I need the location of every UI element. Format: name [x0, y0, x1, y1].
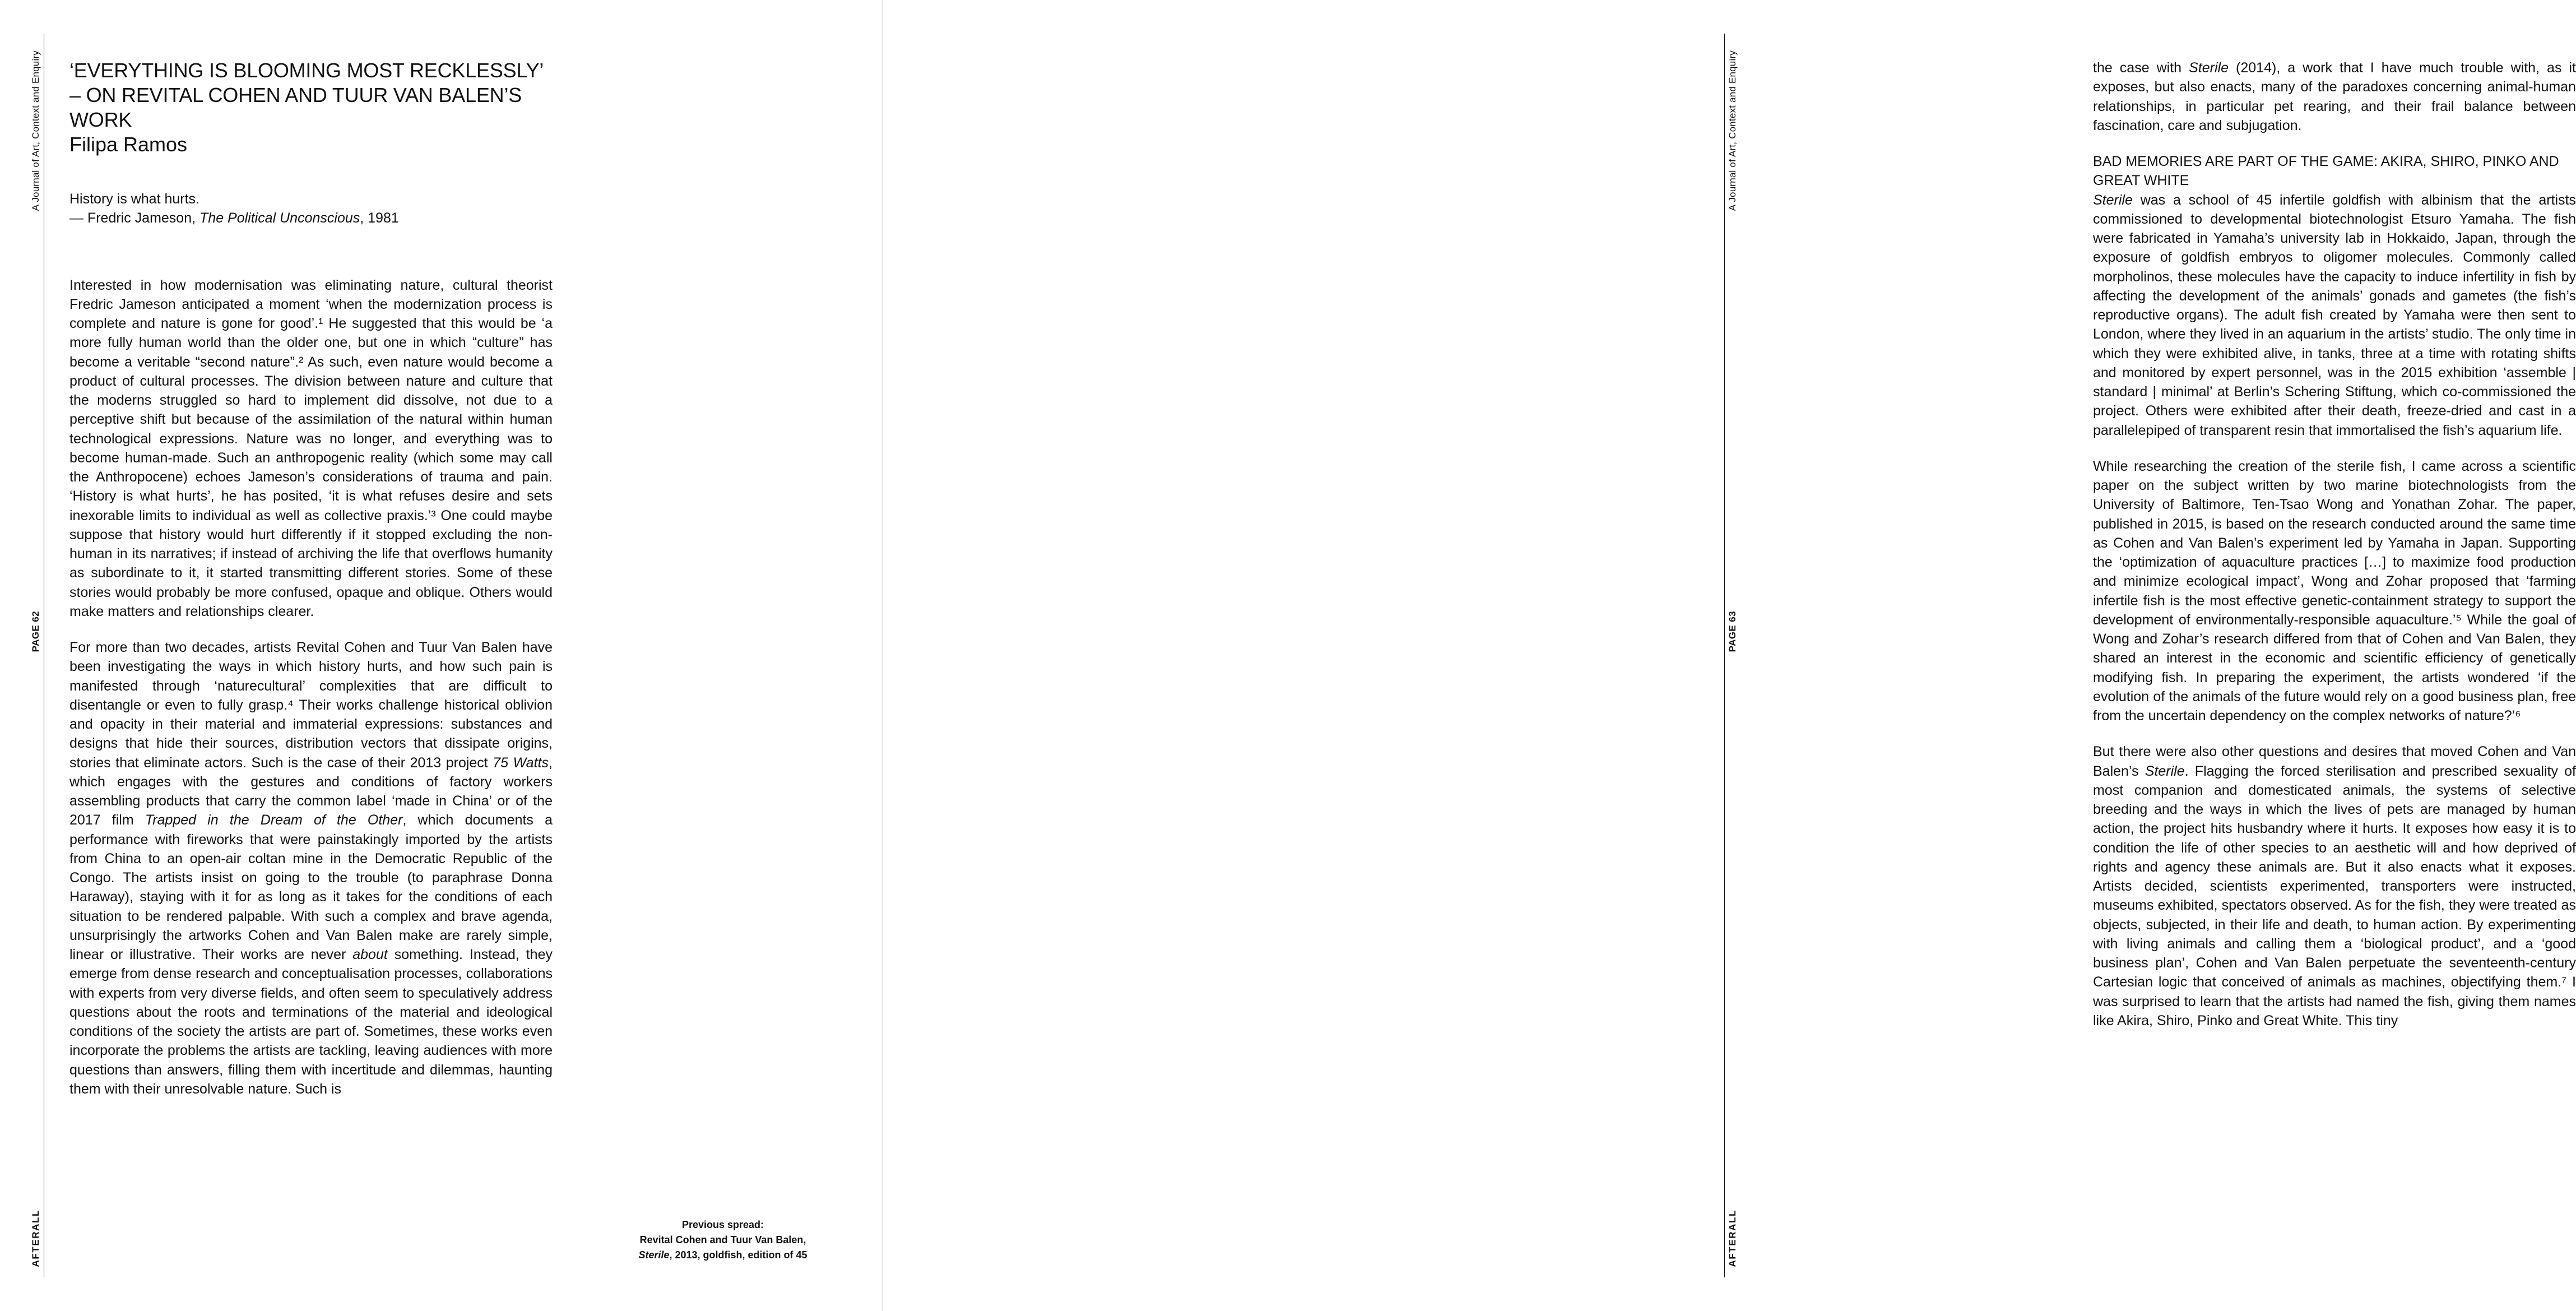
work-title-sterile-2: Sterile [2093, 192, 2133, 208]
page-left [0, 0, 883, 1311]
body-paragraph-6 [2093, 742, 2576, 1030]
epigraph-attribution [69, 209, 553, 228]
para4-rest: was a school of 45 infertile goldfish with albinism that the artists commissioned to developmental biotechnologist Etsuro Yamaha. The fish were fabricated in Yamaha’s university lab in Hokkaido, Japan, through the exposure of goldfish embryos to oligomer molecules. Commonly called morpholinos, these molecules have the capacity to induce infertility in fish by affecting the development of the animals’ gonads and gametes (the fish’s reproductive organs). The adult fish created by Yamaha were then sent to London, where they lived in an aquarium in the artists’ studio. The only time in which they were exhibited alive, in tanks, three at a time with rotating shifts and monitored by expert personnel, was in the 2015 exhibition ‘assemble | standard | minimal’ at Berlin’s Schering Stiftung, which co-commissioned the project. Others were exhibited after their death, freeze-dried and cast in a parallelepiped of transparent resin that immortalised the fish’s aquarium life. [2093, 192, 2576, 438]
caption-work-details: , 2013, goldfish, edition of 45 [669, 1249, 807, 1261]
imprint-right: AFTERALL [1727, 1210, 1738, 1267]
right-text-column [2093, 58, 2576, 1030]
para2-part-a: For more than two decades, artists Revital Cohen and Tuur Van Balen have been investigating the ways in which history hurts, and how such pain is manifested through ‘naturecultural’ complexities that are difficult to disentangle or even to fully grasp.⁴ Their works challenge historical oblivion and opacity in their material and immaterial expressions: substances and designs that hide their sources, distribution vectors that dissipate origins, stories that eliminate actors. Such is the case of their 2013 project [69, 640, 553, 771]
body-paragraph-2 [69, 638, 553, 1099]
epigraph-quote: History is what hurts. [69, 191, 200, 207]
para3-part-a: the case with [2093, 60, 2189, 76]
para3-part-b: (2014), a work that I have much trouble with, as it exposes, but also enacts, many of the paradoxes concerning animal-human relationships, in particular pet rearing, and their frail balance between fascination, care and subjugation. [2093, 60, 2576, 133]
work-title-sterile-3: Sterile [2145, 763, 2185, 779]
imprint-left: AFTERALL [30, 1210, 41, 1267]
body-paragraph-1: Interested in how modernisation was eliminating nature, cultural theorist Fredric Jameson anticipated a moment ‘when the modernization process is complete and nature is gone for good’.¹ He suggested that this would be ‘a more fully human world than the older one, but one in which “culture” has become a veritable “second nature”.² As such, even nature would become a product of cultural processes. The division between nature and culture that the moderns struggled so hard to implement did dissolve, not due to a perceptive shift but because of the assimilation of the natural within human technological expressions. Nature was no longer, and everything was to become human-made. Such an anthropogenic reality (which some may call the Anthropocene) echoes Jameson’s considerations of trauma and pain. ‘History is what hurts’, he has posited, ‘it is what refuses desire and sets inexorable limits to individual as well as collective praxis.’³ One could maybe suppose that history would hurt differently if it stopped excluding the non-human in its narratives; if instead of archiving the life that overflows humanity as subordinate to it, it started transmitting different stories. Some of these stories would probably be more confused, opaque and oblique. Others would make matters and relationships clearer. [69, 277, 553, 619]
para6-part-a: But there were also other questions and desires that moved Cohen and Van Balen’s [2093, 744, 2576, 779]
body-paragraph-5: While researching the creation of the sterile fish, I came across a scientific paper on the subject written by two marine biotechnologists from the University of Baltimore, Ten-Tsao Wong and Yonathan Zohar. The paper, published in 2015, is based on the research conducted around the same time as Cohen and Van Balen’s experiment led by Yamaha in Japan. Supporting the ‘optimization of aquaculture practices […] to maximize food production and minimize ecological impact’, Wong and Zohar proposed that ‘farming infertile fish is the most effective genetic-containment strategy to support the development of environmentally-responsible aquaculture.’⁵ While the goal of Wong and Zohar’s research differed from that of Cohen and Van Balen, they shared an interest in the economic and scientific efficiency of genetically modifying fish. In preparing the experiment, the artists wondered ‘if the evolution of the animals of the future would rely on a good business plan, free from the uncertain dependency on the complex networks of nature?’⁶ [2093, 458, 2576, 724]
epigraph-attribution-post: , 1981 [360, 210, 399, 226]
para2-part-c: , which documents a performance with fireworks that were painstakingly imported by the artists from China to an open-air coltan mine in the Democratic Republic of the Congo. The artists insist on going to the trouble (to paraphrase Donna Haraway), staying with it for as long as it takes for the conditions of each situation to be rendered palpable. With such a complex and brave agenda, unsurprisingly the artworks Cohen and Van Balen make are rarely simple, linear or illustrative. Their works are never [69, 812, 553, 963]
para6-part-b: . Flagging the forced sterilisation and prescribed sexuality of most companion and domesticated animals, the systems of selective breeding and the ways in which the lives of pets are managed by human action, the project hits husbandry where it hurts. It exposes how easy it is to condition the life of other species to an aesthetic will and how deprived of rights and agency these animals are. But it also enacts what it exposes. Artists decided, scientists experimented, transporters were instructed, museums exhibited, spectators observed. As for the fish, they were treated as objects, subjected, in their life and death, to human action. By experimenting with living animals and calling them a ‘biological product’, and a ‘good business plan’, Cohen and Van Balen perpetuate the seventeenth-century Cartesian logic that conceived of animals as machines, objectifying them.⁷ I was surprised to learn that the artists had named the fish, giving them names like Akira, Shiro, Pinko and Great White. This tiny [2093, 763, 2576, 1029]
caption-line-1: Previous spread: [681, 1219, 764, 1230]
page-title: ‘EVERYTHING IS BLOOMING MOST RECKLESSLY’ – ON REVITAL COHEN AND TUUR VAN BALEN’S WORK [69, 59, 543, 131]
epigraph-book-title: The Political Unconscious [199, 210, 360, 226]
page-number-left: PAGE 62 [30, 611, 41, 652]
caption-line-3 [611, 1248, 835, 1263]
page-number-right: PAGE 63 [1727, 611, 1738, 652]
article-author: Filipa Ramos [69, 132, 188, 156]
body-paragraph-3 [2093, 58, 2576, 135]
running-head-journal-right: A Journal of Art, Context and Enquiry [1727, 50, 1738, 211]
work-title-75-watts: 75 Watts [493, 754, 549, 771]
emphasis-about: about [352, 947, 388, 963]
page-right [883, 0, 2576, 1311]
section-heading: BAD MEMORIES ARE PART OF THE GAME: AKIRA, SHIRO, PINKO AND GREAT WHITE [2093, 154, 2559, 189]
para2-part-b: , which engages with the gestures and conditions of factory workers assembling products that carry the common label ‘made in China’ or of the 2017 film [69, 754, 553, 828]
body-paragraph-4 [2093, 191, 2576, 440]
work-title-sterile-1: Sterile [2189, 60, 2229, 76]
right-margin-rule [1724, 34, 1725, 1277]
caption-line-2: Revital Cohen and Tuur Van Balen, [639, 1234, 806, 1245]
epigraph-attribution-pre: — Fredric Jameson, [69, 210, 200, 226]
work-title-trapped: Trapped in the Dream of the Other [145, 812, 403, 828]
image-caption [611, 1217, 835, 1263]
para2-part-d: something. Instead, they emerge from dense research and conceptualisation processes, collaborations with experts from very diverse fields, and often seem to speculatively address questions about the roots and terminations of the material and ideological conditions of the society the artists are part of. Sometimes, these works even incorporate the problems the artists are tackling, leaving audiences with more questions than answers, filling them with incertitude and dilemmas, haunting them with their unresolvable nature. Such is [69, 947, 553, 1097]
running-head-journal-left: A Journal of Art, Context and Enquiry [30, 50, 41, 211]
left-text-column [69, 58, 553, 1099]
caption-work-title: Sterile [638, 1249, 670, 1261]
epigraph [69, 189, 553, 228]
